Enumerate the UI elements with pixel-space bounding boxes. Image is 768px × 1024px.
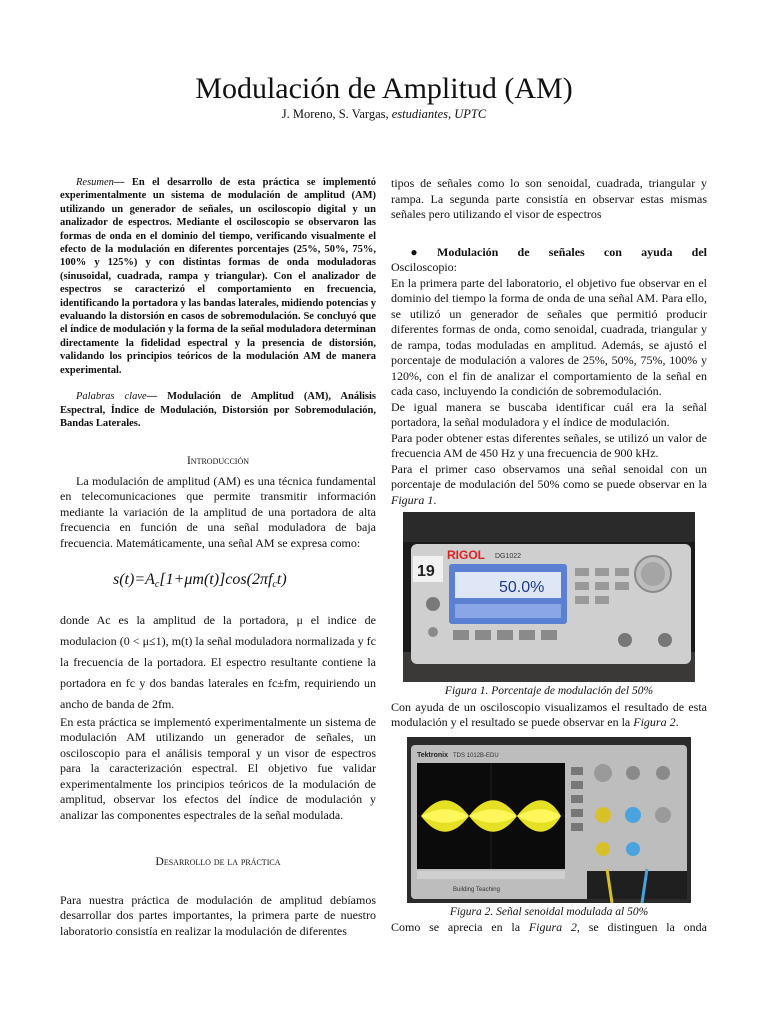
intro-paragraph-1: La modulación de amplitud (AM) es una técnica fundamental en telecomunicaciones que permite transmitir información mediante la variación de la amplitud de una portadora de alta frecuencia en función de una señal moduladora de baja frecuencia. Matemáticamente, una señal AM se expresa como: xyxy=(60,473,376,550)
abstract xyxy=(60,176,376,377)
display-readout: 50.0% xyxy=(499,579,545,596)
svg-text:s(t)=Ac[1+μm(t)]cos(2πfct): s(t)=Ac[1+μm(t)]cos(2πfct) xyxy=(113,571,287,591)
p5-end: . xyxy=(675,715,679,729)
paper-authors xyxy=(0,107,768,122)
abstract-lead: Resumen xyxy=(76,177,114,188)
section-heading-intro: Introducción xyxy=(186,455,250,468)
figure-2-caption: Figura 2. Señal senoidal modulada al 50% xyxy=(449,905,649,918)
paper-title: Modulación de Amplitud (AM) xyxy=(195,72,573,105)
right-paragraph-1: En la primera parte del laboratorio, el objetivo fue observar en el dominio del tiempo la forma de onda de una señal AM. Para ello, se utilizó un generador de señales que permitió producir diferentes formas de onda, como senoidal, cuadrada, triangular y de rampa, todas moduladas en amplitud. Además, se ajustó el porcentaje de modulación a valores de 25%, 50%, 75%, 100% y 120%, con el fin de analizar el comportamiento de la señal en cada caso, incluyendo la condición de sobremodulación. xyxy=(391,275,707,398)
right-paragraph-2: De igual manera se buscaba identificar cuál era la señal portadora, la señal moduladora y el índice de modulación. xyxy=(391,399,707,429)
left-column xyxy=(60,176,376,939)
figure-2-oscilloscope-photo xyxy=(407,737,691,903)
model-label: DG1022 xyxy=(495,553,522,560)
figure-2-ref-2: Figura 2 xyxy=(528,920,577,934)
brand-label: RIGOL xyxy=(447,548,485,562)
figure-1-ref: Figura 1 xyxy=(391,492,434,507)
p4-end: . xyxy=(433,492,437,507)
right-paragraph-6 xyxy=(391,920,707,936)
bullet-oscilloscope xyxy=(391,245,707,276)
keywords-text: — Modulación de Amplitud (AM), Análisis Espectral, Índice de Modulación, Distorsión por Sobremodulación, Bandas Laterales. xyxy=(60,391,377,429)
bullet-line xyxy=(391,245,707,261)
figure-2-ref: Figura 2 xyxy=(633,715,676,729)
p5-text: Con ayuda de un osciloscopio visualizamos el resultado de esta modulación y el resultado se puede observar en la xyxy=(391,699,707,729)
author-affiliation: estudiantes, UPTC xyxy=(391,107,487,121)
right-paragraph-0: tipos de señales como lo son senoidal, cuadrada, triangular y rampa. La segunda parte consistía en observar estas mismas señales pero utilizando el visor de espectros xyxy=(391,176,707,221)
p6-end: , se distinguen la onda xyxy=(576,920,707,934)
intro-paragraph-3: En esta práctica se implementó experimentalmente un sistema de modulación AM utilizando un generador de señales, un osciloscopio para el análisis temporal y un visor de espectros para la caracterización espectral. El objetivo fue validar experimentalmente los principios teóricos de la modulación de amplitud, observar los efectos del índice de modulación y analizar las componentes espectrales de la señal modulada. xyxy=(60,714,376,822)
figure-1-caption: Figura 1. Porcentaje de modulación del 50% xyxy=(444,685,654,697)
am-equation xyxy=(60,565,376,596)
scope-footer: Building Teaching xyxy=(453,886,500,893)
bullet-text-1: Modulación de señales con ayuda del xyxy=(437,244,707,259)
right-paragraph-5 xyxy=(391,700,707,731)
right-column xyxy=(391,176,707,936)
abstract-text: — En el desarrollo de esta práctica se implementó experimentalmente un sistema de modulación de amplitud (AM) utilizando un generador de señales, un osciloscopio digital y un analizador de espectros. Mediante el osciloscopio se observaron las formas de onda en el dominio del tiempo, verificando visualmente el efecto de la modulación en diferentes porcentajes (25%, 50%, 75%, 100% y 125%) y con distintas formas de onda moduladoras (sinusoidal, cuadrada, rampa y triangular). Con el analizador de espectros se caracterizó el comportamiento en frecuencia, identificando la portadora y las bandas laterales, midiendo potencias y evaluando la distorsión en casos de sobremodulación. Se concluyó que el índice de modulación y la forma de la señal moduladora determinan directamente la fidelidad espectral y la presencia de distorsión, validando los principios teóricos de la modulación AM de manera experimental. xyxy=(60,177,376,376)
channel-label: 19 xyxy=(417,563,435,580)
right-paragraph-4 xyxy=(391,462,707,509)
development-paragraph-1: Para nuestra práctica de modulación de amplitud debíamos desarrollar dos partes importantes, la primera parte de nuestro laboratorio consistía en realizar la modulación de diferentes xyxy=(60,892,376,938)
figure-1-signal-generator-photo xyxy=(403,512,695,682)
section-heading-development: Desarrollo de la práctica xyxy=(155,856,281,869)
scope-brand: Tektronix xyxy=(417,751,448,759)
p4-text: Para el primer caso observamos una señal senoidal con un porcentaje de modulación del 50% como se puede observar en la xyxy=(391,461,707,491)
author-names: J. Moreno, S. Vargas, xyxy=(281,107,389,121)
keywords-lead: Palabras clave xyxy=(76,391,147,403)
bullet-text-2: Osciloscopio: xyxy=(391,260,457,274)
p6-text: Como se aprecia en la xyxy=(391,920,529,934)
keywords xyxy=(60,390,376,430)
bullet-dot-icon: ● xyxy=(410,244,418,259)
scope-model: TDS 1012B-EDU xyxy=(453,752,499,759)
intro-paragraph-2: donde Ac es la amplitud de la portadora, μ el indice de modulacion (0 < μ≤1), m(t) la señal moduladora normalizada y fc la frecuencia de la portadora. El espectro resultante contiene la portadora en fc y dos bandas laterales en fc±fm, requiriendo un ancho de banda de 2fm. xyxy=(60,612,376,711)
right-paragraph-3: Para poder obtener estas diferentes señales, se utilizó un valor de frecuencia AM de 450 Hz y una frecuencia de 900 kHz. xyxy=(391,430,707,460)
equation-graphic xyxy=(103,565,333,591)
